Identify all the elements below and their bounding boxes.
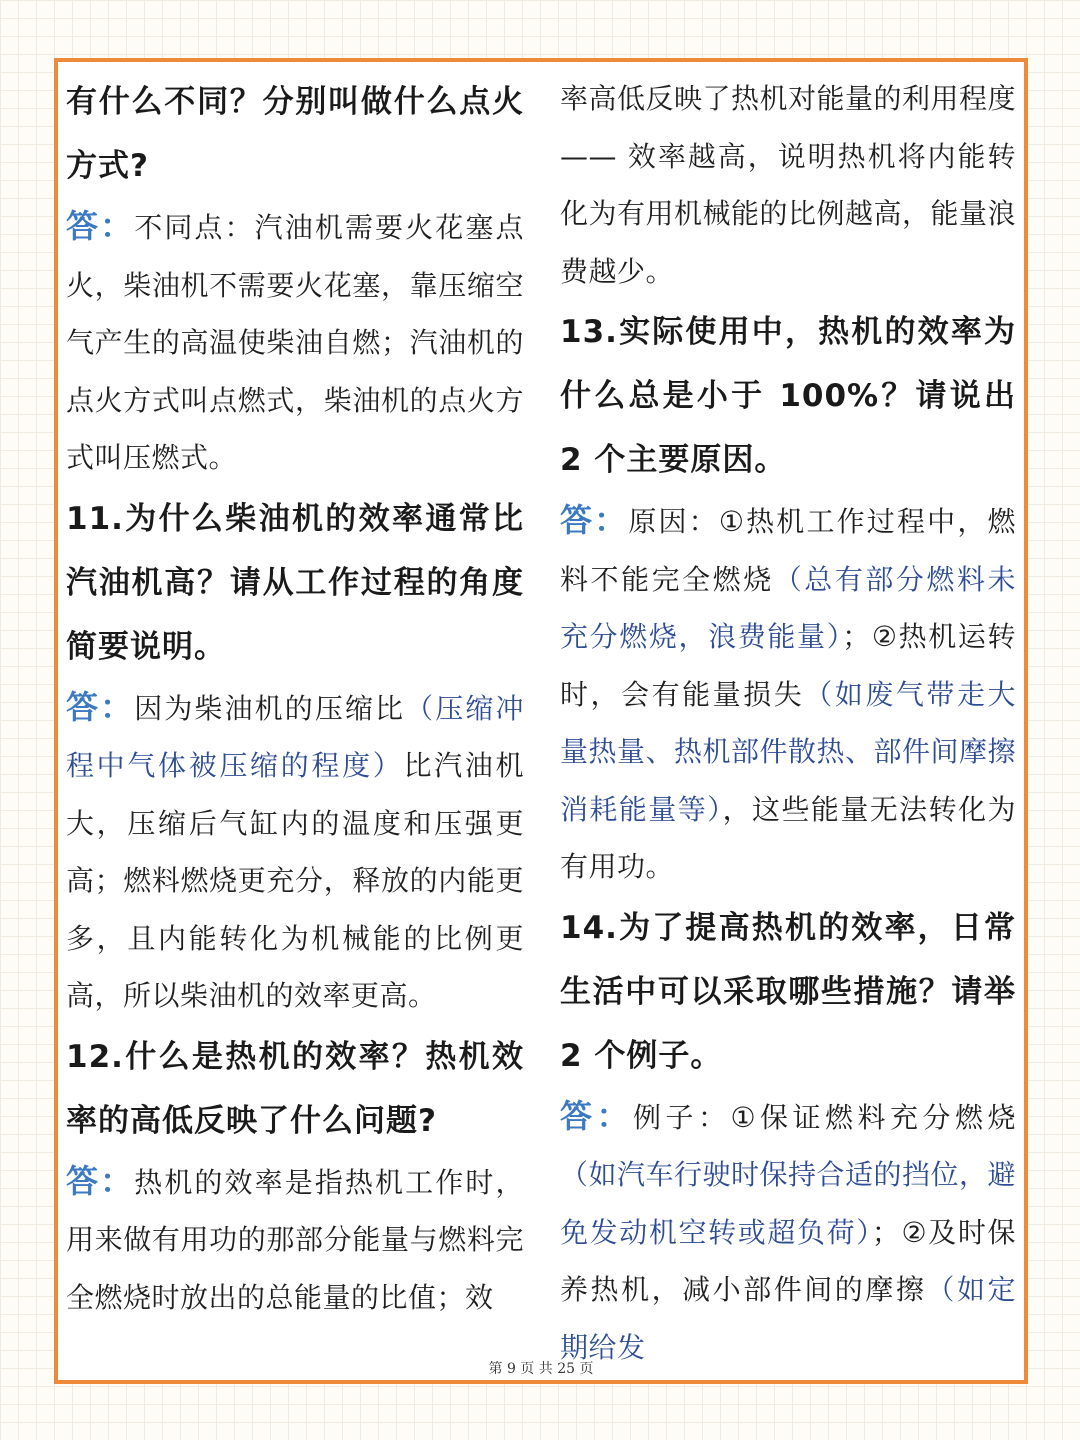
answer-note: （如废气带走大量热量、热机部件散热、部件间摩擦消耗能量等） [560,677,1016,826]
left-column [66,70,524,1326]
answer-12 [66,1153,524,1327]
question-13: 13.实际使用中，热机的效率为什么总是小于 100%？请说出 2 个主要原因。 [560,314,1016,478]
answer-text: ；②热机运转时，会有能量损失 [560,620,1016,711]
answer-text: 例子：①保证燃料充分燃烧 [632,1100,1016,1134]
answer-13 [560,492,1016,896]
answer-label: 答： [560,501,629,539]
document-page [54,58,1028,1384]
answer-label: 答： [66,687,135,726]
question-12: 12.什么是热机的效率？热机效率的高低反映了什么问题? [66,1038,524,1139]
page-number-footer: 第 9 页 共 25 页 [488,1361,594,1377]
answer-note: （如汽车行驶时保持合适的挡位，避免发动机空转或超负荷） [560,1158,1016,1249]
question-11: 11.为什么柴油机的效率通常比汽油机高？请从工作过程的角度简要说明。 [66,500,524,665]
right-column [560,70,1016,1376]
answer-10 [66,198,524,487]
answer-text: 不同点：汽油机需要火花塞点火，柴油机不需要火花塞，靠压缩空气产生的高温使柴油自燃；汽油机的点火方式叫点燃式，柴油机的点火方式叫压燃式。 [66,211,524,474]
answer-text: ；②及时保养热机，减小部件间的摩擦 [560,1215,1016,1306]
answer-text: ，这些能量无法转化为有用功。 [560,792,1016,883]
question-10-tail: 有什么不同？分别叫做什么点火方式? [66,84,524,184]
answer-label: 答： [66,1161,135,1200]
answer-11 [66,679,524,1025]
answer-12-continued: 率高低反映了热机对能量的利用程度 —— 效率越高，说明热机将内能转化为有用机械能的比例越高，能量浪费越少。 [560,82,1016,288]
answer-text: 比汽油机大，压缩后气缸内的温度和压强更高；燃料燃烧更充分，释放的内能更多，且内能转化为机械能的比例更高，所以柴油机的效率更高。 [66,749,524,1012]
answer-label: 答： [560,1096,633,1135]
answer-14 [560,1088,1016,1377]
answer-text: 热机的效率是指热机工作时，用来做有用功的那部分能量与燃料完全燃烧时放出的总能量的比值；效 [66,1165,524,1314]
answer-note: （如定期给发 [560,1273,1016,1364]
answer-note: （总有部分燃料未充分燃烧，浪费能量） [560,562,1016,653]
question-14: 14.为了提高热机的效率，日常生活中可以采取哪些措施？请举 2 个例子。 [560,909,1016,1074]
answer-label: 答： [66,207,135,245]
answer-note: （压缩冲程中气体被压缩的程度） [66,691,524,782]
answer-text: 因为柴油机的压缩比 [134,691,406,725]
answer-text: 原因：①热机工作过程中，燃料不能完全燃烧 [560,505,1016,596]
